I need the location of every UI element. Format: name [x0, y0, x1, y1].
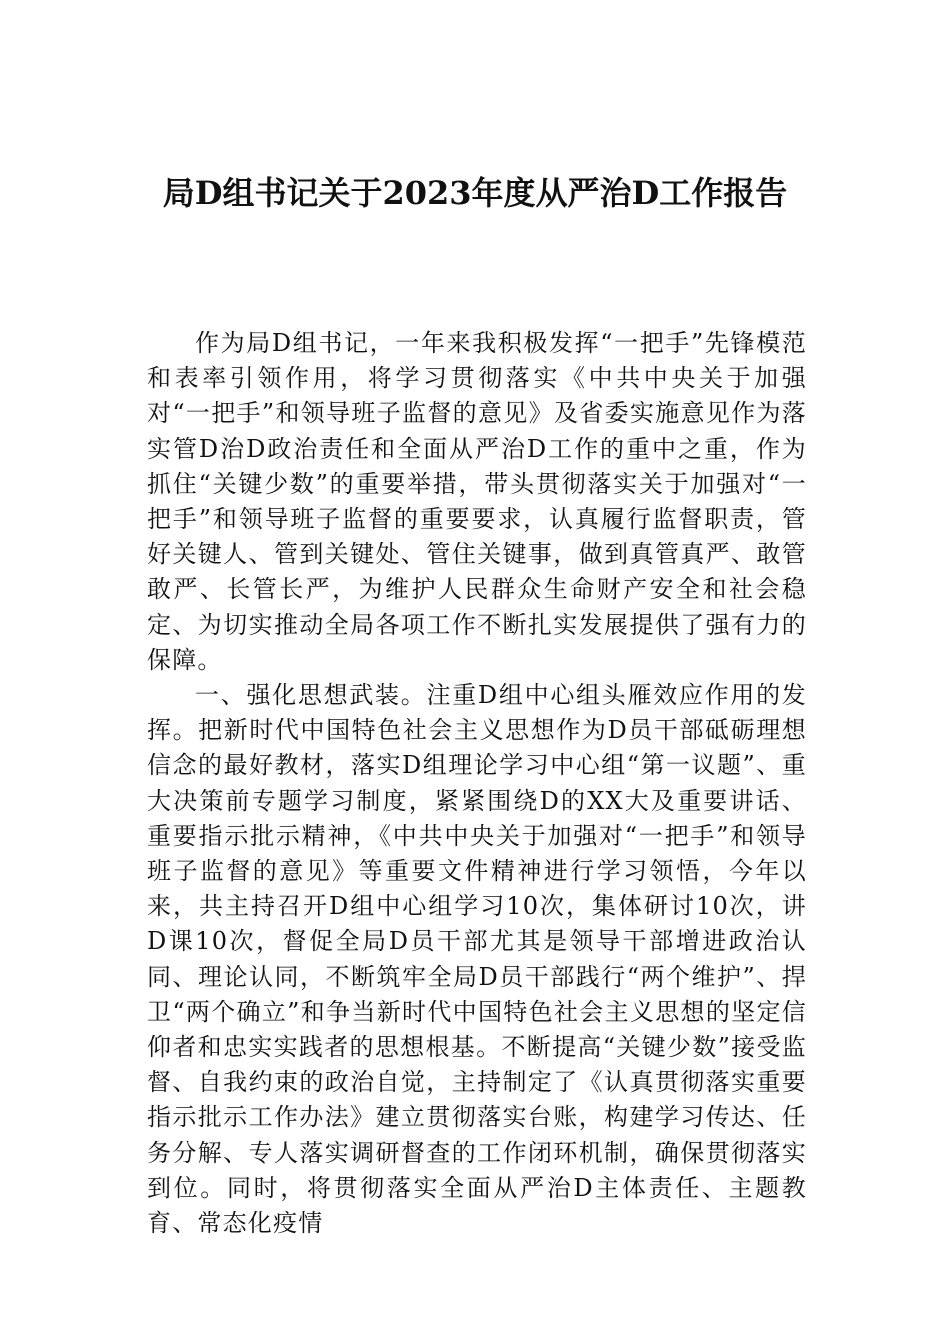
body-paragraph-intro: 作为局D组书记，一年来我积极发挥“一把手”先锋模范和表率引领作用，将学习贯彻落实《中共中央关于加强对“一把手”和领导班子监督的意见》及省委实施意见作为落实管D治D政治责任和全面从严治D工作的重中之重，作为抓住“关键少数”的重要举措，带头贯彻落实关于加强对“一把手”和领导班子监督的重要要求，认真履行监督职责，管好关键人、管到关键处、管住关键事，做到真管真严、敢管敢严、长管长严，为维护人民群众生命财产安全和社会稳定、为切实推动全局各项工作不断扎实发展提供了强有力的保障。 [147, 329, 807, 674]
body-paragraph-section-one: 一、强化思想武装。注重D组中心组头雁效应作用的发挥。把新时代中国特色社会主义思想作为D员干部砥砺理想信念的最好教材，落实D组理论学习中心组“第一议题”、重大决策前专题学习制度，紧紧围绕D的XX大及重要讲话、重要指示批示精神，《中共中央关于加强对“一把手”和领导班子监督的意见》等重要文件精神进行学习领悟，今年以来，共主持召开D组中心组学习10次，集体研讨10次，讲D课10次，督促全局D员干部尤其是领导干部增进政治认同、理论认同，不断筑牢全局D员干部践行“两个维护”、捍卫“两个确立”和争当新时代中国特色社会主义思想的坚定信仰者和忠实实践者的思想根基。不断提高“关键少数”接受监督、自我约束的政治自觉，主持制定了《认真贯彻落实重要指示批示工作办法》建立贯彻落实台账，构建学习传达、任务分解、专人落实调研督查的工作闭环机制，确保贯彻落实到位。同时，将贯彻落实全面从严治D主体责任、主题教育、常态化疫情 [147, 681, 807, 1238]
document-title: 局D组书记关于2023年度从严治D工作报告 [162, 174, 788, 212]
document-body [147, 326, 807, 1241]
